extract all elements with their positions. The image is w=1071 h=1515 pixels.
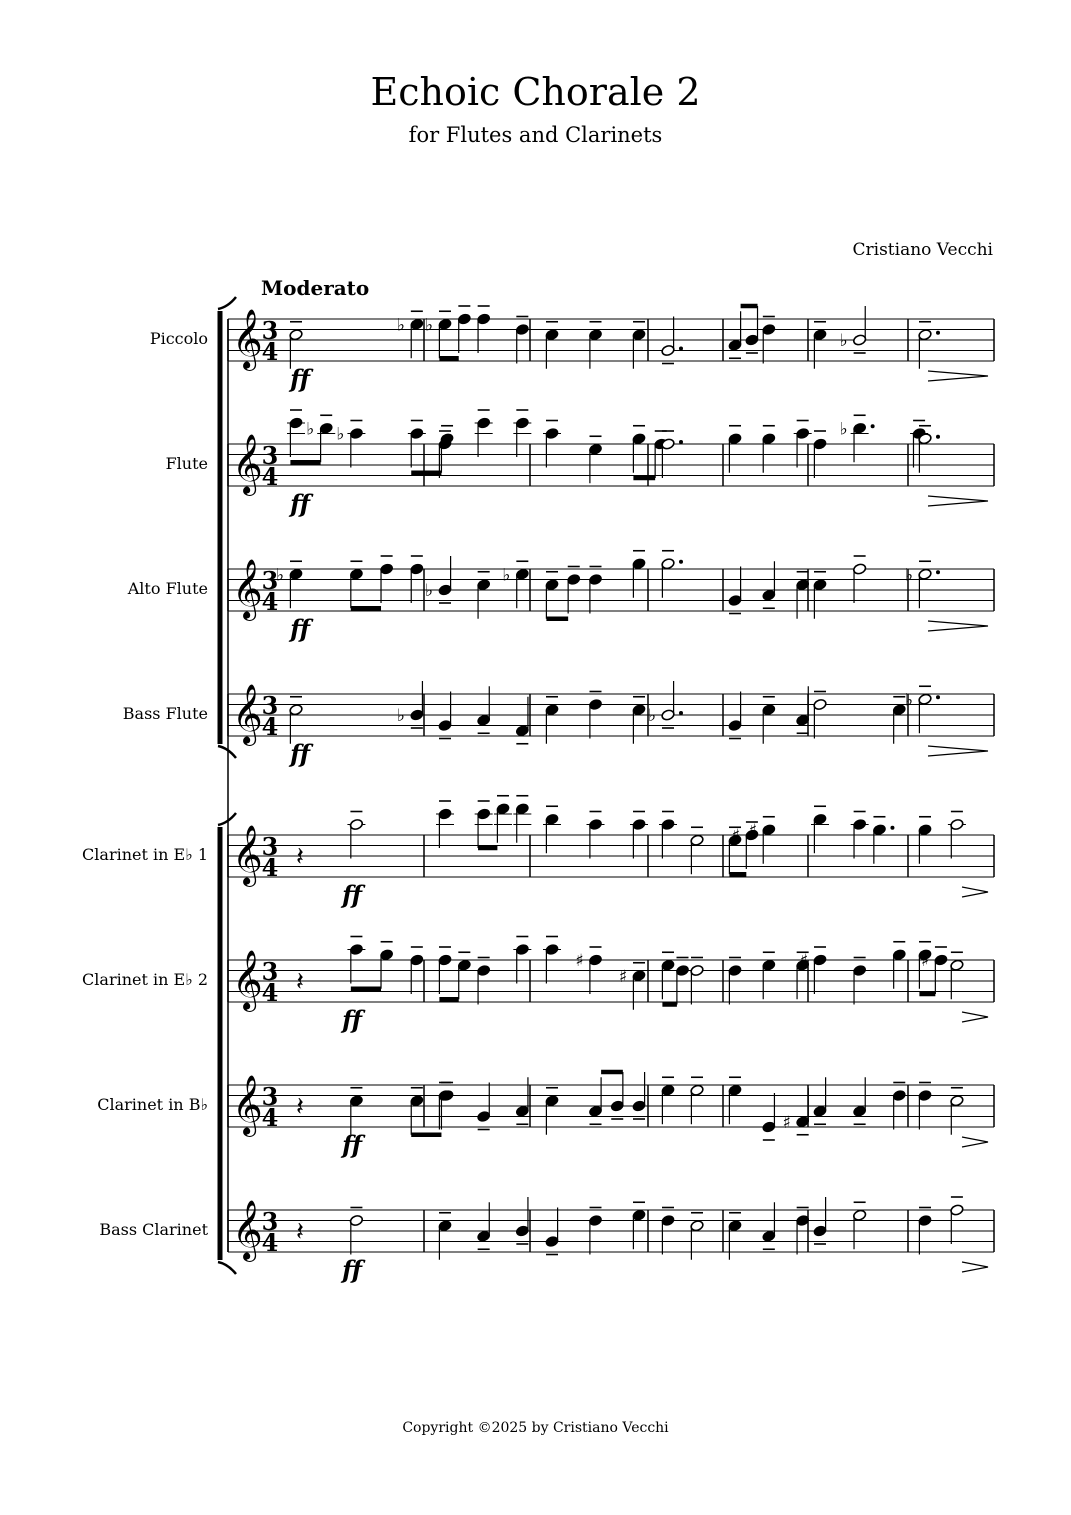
time-signature-denominator: 4 bbox=[261, 462, 279, 491]
sharp-accidental: ♯ bbox=[731, 826, 741, 846]
tempo-marking: Moderato bbox=[261, 276, 370, 300]
dynamic-marking: ff bbox=[290, 739, 310, 768]
quarter-rest: 𝄽 bbox=[296, 1217, 304, 1247]
treble-clef: 𝄞 bbox=[232, 309, 263, 369]
note bbox=[632, 426, 646, 473]
note bbox=[661, 551, 683, 598]
note bbox=[379, 942, 393, 989]
note bbox=[762, 952, 776, 999]
time-signature-numerator: 3 bbox=[261, 691, 279, 720]
sharp-accidental: ♯ bbox=[575, 951, 584, 971]
dynamic-marking: ff bbox=[342, 1255, 362, 1284]
note bbox=[438, 1213, 452, 1260]
augmentation-dot bbox=[936, 435, 940, 439]
quarter-rest: 𝄽 bbox=[296, 842, 304, 872]
flat-accidental: ♭ bbox=[839, 331, 848, 351]
time-signature-denominator: 4 bbox=[261, 853, 279, 882]
decrescendo-hairpin bbox=[928, 371, 988, 381]
note bbox=[690, 1213, 704, 1260]
instrument-label: Flute bbox=[165, 454, 208, 473]
note bbox=[728, 311, 742, 358]
dynamic-marking: ff bbox=[290, 614, 310, 643]
quarter-rest: 𝄽 bbox=[296, 1092, 304, 1122]
treble-clef: 𝄞 bbox=[232, 1075, 263, 1135]
augmentation-dot bbox=[936, 570, 940, 574]
instrument-label: Clarinet in E♭ 2 bbox=[82, 970, 208, 989]
dynamic-marking: ff bbox=[290, 364, 310, 393]
decrescendo-hairpin bbox=[928, 746, 988, 756]
note bbox=[410, 1088, 424, 1135]
flat-accidental: ♭ bbox=[647, 706, 657, 726]
instrument-label: Clarinet in E♭ 1 bbox=[82, 845, 208, 864]
augmentation-dot bbox=[936, 695, 940, 699]
note bbox=[436, 801, 454, 848]
time-signature-denominator: 4 bbox=[261, 712, 279, 741]
time-signature-denominator: 4 bbox=[261, 337, 279, 366]
note bbox=[632, 551, 646, 598]
time-signature-numerator: 3 bbox=[261, 441, 279, 470]
staff-alto-flute bbox=[127, 551, 994, 643]
note bbox=[425, 311, 452, 358]
time-signature-numerator: 3 bbox=[261, 566, 279, 595]
note bbox=[477, 1202, 491, 1249]
note bbox=[749, 817, 776, 864]
time-signature-numerator: 3 bbox=[261, 957, 279, 986]
note bbox=[950, 952, 964, 999]
note bbox=[588, 436, 602, 483]
flat-accidental: ♭ bbox=[306, 419, 315, 440]
bracket-hook-bottom bbox=[218, 746, 236, 758]
note bbox=[494, 796, 512, 843]
time-signature-denominator: 4 bbox=[261, 1103, 279, 1132]
note bbox=[477, 686, 491, 733]
quarter-rest: 𝄽 bbox=[296, 967, 304, 997]
note bbox=[349, 561, 363, 608]
note bbox=[728, 1213, 742, 1260]
dynamic-marking: ff bbox=[342, 1005, 362, 1034]
time-signature-numerator: 3 bbox=[261, 1082, 279, 1111]
augmentation-dot bbox=[936, 331, 940, 335]
note bbox=[475, 801, 493, 848]
piece-subtitle: for Flutes and Clarinets bbox=[408, 123, 663, 147]
sharp-accidental: ♯ bbox=[618, 966, 628, 987]
note bbox=[661, 1077, 675, 1124]
flat-accidental: ♭ bbox=[396, 706, 405, 726]
decrescendo-hairpin bbox=[928, 621, 988, 631]
decrescendo-hairpin bbox=[928, 496, 988, 506]
note bbox=[872, 817, 894, 864]
note bbox=[813, 572, 827, 619]
sharp-accidental: ♯ bbox=[782, 1112, 791, 1133]
flat-accidental: ♭ bbox=[839, 419, 848, 440]
treble-clef: 𝄞 bbox=[232, 1200, 263, 1260]
note bbox=[289, 322, 303, 369]
note bbox=[515, 1077, 529, 1124]
note bbox=[276, 561, 303, 608]
augmentation-dot bbox=[679, 347, 683, 351]
note bbox=[289, 697, 303, 744]
note bbox=[762, 561, 776, 608]
bracket-hook-top bbox=[218, 813, 236, 825]
note bbox=[545, 1088, 559, 1135]
flat-accidental: ♭ bbox=[275, 565, 285, 586]
bracket-hook-top bbox=[218, 297, 236, 309]
note bbox=[905, 561, 940, 608]
note bbox=[728, 1077, 742, 1124]
decrescendo-hairpin bbox=[962, 1137, 988, 1147]
piece-title: Echoic Chorale 2 bbox=[370, 70, 701, 114]
staff-piccolo bbox=[150, 306, 994, 393]
note bbox=[619, 963, 646, 1010]
instrument-label: Clarinet in B♭ bbox=[97, 1095, 208, 1114]
flat-accidental: ♭ bbox=[502, 565, 511, 586]
note bbox=[950, 1088, 964, 1135]
staff-bass-flute bbox=[123, 681, 994, 768]
treble-clef: 𝄞 bbox=[232, 684, 263, 744]
treble-clef: 𝄞 bbox=[232, 950, 263, 1010]
note bbox=[661, 952, 675, 999]
note bbox=[287, 410, 305, 457]
staff-clarinet-in-b- bbox=[97, 1072, 994, 1159]
augmentation-dot bbox=[871, 424, 875, 428]
note bbox=[306, 415, 335, 462]
instrument-label: Bass Clarinet bbox=[99, 1220, 208, 1239]
sharp-accidental: ♯ bbox=[799, 951, 809, 971]
note bbox=[852, 1077, 866, 1124]
note bbox=[813, 1077, 827, 1124]
note bbox=[690, 827, 704, 874]
note bbox=[918, 817, 932, 864]
augmentation-dot bbox=[679, 711, 683, 715]
composer-name: Cristiano Vecchi bbox=[852, 240, 993, 260]
note bbox=[690, 1077, 704, 1124]
note bbox=[475, 410, 493, 457]
note bbox=[545, 697, 559, 744]
dynamic-marking: ff bbox=[342, 1130, 362, 1159]
note bbox=[477, 572, 491, 619]
time-signature-numerator: 3 bbox=[261, 316, 279, 345]
note bbox=[545, 322, 559, 369]
treble-clef: 𝄞 bbox=[232, 434, 263, 494]
note bbox=[632, 1202, 646, 1249]
sharp-accidental: ♯ bbox=[920, 951, 930, 971]
flat-accidental: ♭ bbox=[424, 581, 434, 601]
note bbox=[457, 952, 471, 999]
augmentation-dot bbox=[890, 826, 894, 830]
treble-clef: 𝄞 bbox=[232, 559, 263, 619]
augmentation-dot bbox=[679, 560, 683, 564]
time-signature-denominator: 4 bbox=[261, 587, 279, 616]
dynamic-marking: ff bbox=[290, 489, 310, 518]
time-signature-denominator: 4 bbox=[261, 978, 279, 1007]
note bbox=[632, 697, 646, 744]
note bbox=[905, 686, 940, 733]
flat-accidental: ♭ bbox=[904, 690, 914, 711]
flat-accidental: ♭ bbox=[424, 315, 434, 336]
instrument-label: Alto Flute bbox=[127, 579, 208, 598]
note bbox=[513, 410, 531, 457]
note bbox=[840, 415, 875, 462]
time-signature-denominator: 4 bbox=[261, 1228, 279, 1257]
note bbox=[513, 796, 531, 843]
sharp-accidental: ♯ bbox=[748, 820, 757, 841]
flat-accidental: ♭ bbox=[336, 424, 345, 445]
flat-accidental: ♭ bbox=[904, 565, 914, 586]
time-signature-numerator: 3 bbox=[261, 832, 279, 861]
decrescendo-hairpin bbox=[962, 1262, 988, 1272]
note bbox=[762, 697, 776, 744]
decrescendo-hairpin bbox=[962, 1012, 988, 1022]
note bbox=[543, 806, 561, 853]
instrument-label: Piccolo bbox=[149, 329, 208, 348]
note bbox=[811, 806, 829, 853]
note bbox=[892, 942, 906, 989]
note bbox=[852, 1202, 866, 1249]
note bbox=[588, 322, 602, 369]
copyright-notice: Copyright ©2025 by Cristiano Vecchi bbox=[402, 1420, 669, 1436]
note bbox=[502, 561, 529, 608]
note bbox=[783, 1088, 810, 1135]
time-signature-numerator: 3 bbox=[261, 1207, 279, 1236]
decrescendo-hairpin bbox=[962, 887, 988, 897]
bracket-hook-bottom bbox=[218, 1262, 236, 1274]
note bbox=[349, 1088, 363, 1135]
note bbox=[728, 426, 742, 473]
instrument-label: Bass Flute bbox=[122, 704, 208, 723]
augmentation-dot bbox=[679, 440, 683, 444]
dynamic-marking: ff bbox=[342, 880, 362, 909]
flat-accidental: ♭ bbox=[396, 315, 405, 336]
note bbox=[762, 426, 776, 473]
note bbox=[515, 697, 529, 744]
note bbox=[762, 1202, 776, 1249]
note bbox=[440, 426, 454, 473]
note bbox=[545, 572, 559, 619]
note bbox=[632, 322, 646, 369]
note bbox=[918, 322, 940, 369]
staff-flute bbox=[166, 410, 994, 518]
treble-clef: 𝄞 bbox=[232, 825, 263, 885]
note bbox=[397, 311, 424, 358]
note bbox=[588, 1077, 602, 1124]
note bbox=[813, 322, 827, 369]
